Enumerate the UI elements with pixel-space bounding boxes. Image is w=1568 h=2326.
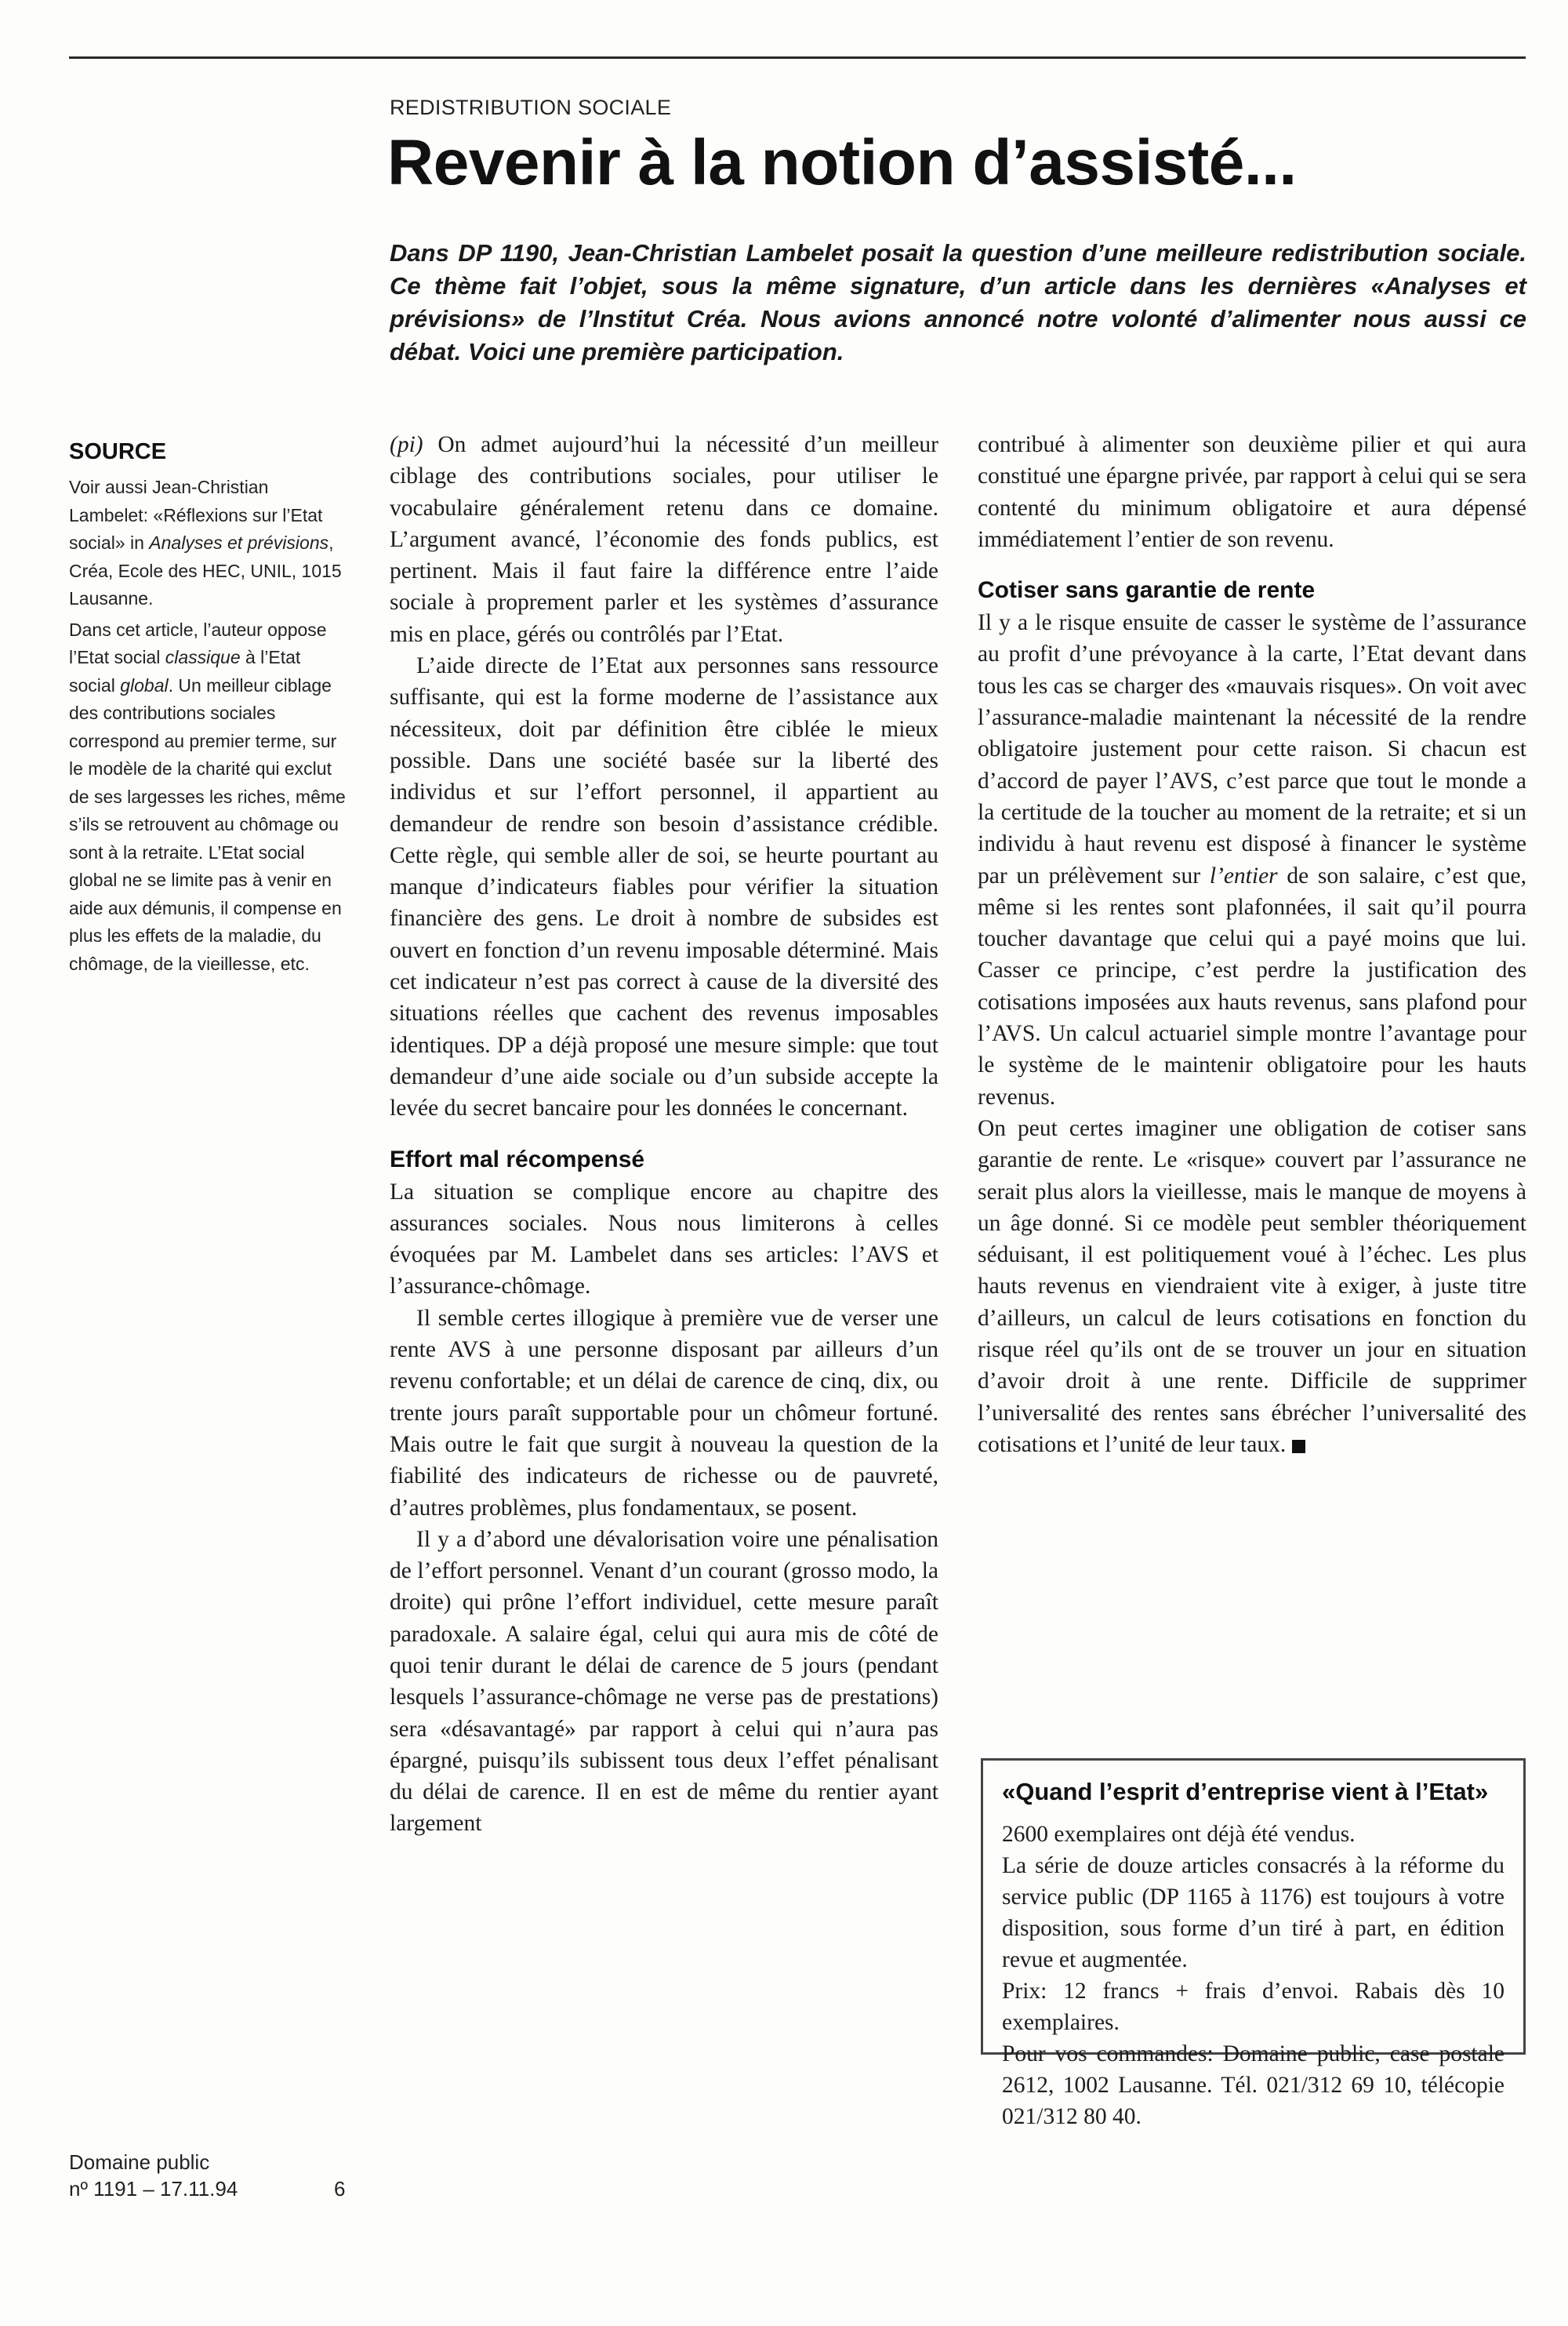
promo-line: Pour vos commandes: Domaine public, case postale 2612, 1002 Lausanne. Tél. 021/312 69 10, télécopie 021/312 80 40. [1002, 2041, 1504, 2129]
sidebar-paragraph: Voir aussi Jean-Christian Lambelet: «Réflexions sur l’Etat social» in Analyses et prévisions, Créa, Ecole des HEC, UNIL, 1015 Lausanne. [69, 477, 342, 609]
article-lede: Dans DP 1190, Jean-Christian Lambelet posait la question d’une meilleure redistribution sociale. Ce thème fait l’objet, sous la même signature, d’un article dans les dernières «Analyses et prévisions» de l’Institut Créa. Nous avions annoncé notre volonté d’alimenter nous aussi ce débat. Voici une première participation. [390, 239, 1526, 365]
sidebar-title: SOURCE [69, 439, 167, 464]
article-column-2 [978, 429, 1526, 1460]
publication-name: Domaine public [69, 2150, 210, 2174]
article-paragraph: (pi) On admet aujourd’hui la nécessité d’un meilleur ciblage des contributions sociales, pour utiliser le vocabulaire généralement retenu dans ce domaine. L’argument avancé, l’économie des fonds publics, est pertinent. Mais il faut faire la différence entre l’aide sociale à proprement parler et les systèmes d’assurance mis en place, gérés ou contrôlés par l’Etat. [390, 432, 938, 647]
article-paragraph: Il y a d’abord une dévalorisation voire une pénalisation de l’effort personnel. Venant d’un courant (grosso modo, la droite) qui prône l’effort individuel, cette mesure paraît paradoxale. A salaire égal, celui qui aura mis de côté de quoi tenir durant le délai de carence de 5 jours (pendant lesquels l’assurance-chômage ne verse pas de prestations) sera «désavantagé» par rapport à celui qui n’aura pas épargné, puisqu’ils subissent tous deux l’effet pénalisant du délai de carence. Il en est de même du rentier ayant largement [390, 1526, 938, 1837]
promo-box [981, 1758, 1526, 2129]
article-title: Revenir à la notion d’assisté... [387, 127, 1297, 198]
article-column-1 [390, 429, 938, 1840]
top-rule [69, 56, 1526, 59]
promo-title: «Quand l’esprit d’entreprise vient à l’Etat» [1002, 1778, 1489, 1805]
promo-line: 2600 exemplaires ont déjà été vendus. [1002, 1822, 1356, 1847]
article-paragraph: Il y a le risque ensuite de casser le système de l’assurance au profit d’une prévoyance à la carte, l’Etat devant dans tous les cas se charger des «mauvais risques». On voit avec l’assurance-maladie maintenant la nécessité de la rendre obligatoire justement pour cette raison. Si chacun est d’accord de payer l’AVS, c’est parce que tout le monde a la certitude de la toucher au moment de la retraite; et si un individu à haut revenu est disposé à financer le système par un prélèvement sur l’entier de son salaire, c’est que, même si les rentes sont plafonnées, il sait qu’il pourra toucher davantage que celui qui a payé moins que lui. Casser ce principe, c’est perdre la justification des cotisations imposées aux hauts revenus, sans plafond pour l’AVS. Un calcul actuariel simple montre l’avantage pour le système de le maintenir obligatoire pour les hauts revenus. [978, 610, 1526, 1110]
sidebar-paragraph: Dans cet article, l’auteur oppose l’Etat social classique à l’Etat social global. Un meilleur ciblage des contributions sociales correspond au premier terme, sur le modèle de la charité qui exclut de ses largesses les riches, même s’ils se retrouvent au chômage ou sont à la retraite. L’Etat social global ne se limite pas à venir en aide aux démunis, il compense en plus les effets de la maladie, du chômage, de la vieillesse, etc. [69, 619, 346, 974]
end-mark-icon [1292, 1440, 1305, 1453]
article-paragraph: Il semble certes illogique à première vue de verser une rente AVS à une personne disposant par ailleurs d’un revenu confortable; et un délai de carence de cinq, dix, ou trente jours paraît supportable pour un chômeur fortuné. Mais outre le fait que surgit à nouveau la question de la fiabilité des indicateurs de richesse ou de pauvreté, d’autres problèmes, plus fondamentaux, se posent. [390, 1305, 938, 1521]
section-kicker: REDISTRIBUTION SOCIALE [390, 96, 672, 119]
source-sidebar [69, 438, 347, 981]
article-paragraph: On peut certes imaginer une obligation de cotiser sans garantie de rente. Le «risque» couvert par l’assurance ne serait plus alors la vieillesse, mais le manque de moyens à un âge donné. Si ce modèle peut sembler théoriquement séduisant, il est politiquement voué à l’échec. Les plus hauts revenus en viendraient vite à exiger, à juste titre d’ailleurs, un calcul de leurs cotisations en fonction du risque réel qu’ils ont de se trouver un jour en situation d’avoir droit à une rente. Difficile de supprimer l’universalité des rentes sans ébrécher l’universalité des cotisations et l’unité de leur taux. [978, 1115, 1526, 1457]
byline: (pi) [390, 432, 423, 457]
subheading: Effort mal récompensé [390, 1146, 645, 1172]
promo-line: Prix: 12 francs + frais d’envoi. Rabais dès 10 exemplaires. [1002, 1979, 1504, 2035]
article-paragraph: La situation se complique encore au chapitre des assurances sociales. Nous nous limiterons à celles évoquées par M. Lambelet dans ses articles: l’AVS et l’assurance-chômage. [390, 1179, 938, 1299]
subheading: Cotiser sans garantie de rente [978, 577, 1316, 604]
article-paragraph: contribué à alimenter son deuxième pilier et qui aura constitué une épargne privée, par rapport à celui qui se sera contenté du minimum obligatoire et aura dépensé immédiatement l’entier de son revenu. [978, 432, 1526, 552]
page-footer [69, 2149, 238, 2202]
promo-line: La série de douze articles consacrés à la réforme du service public (DP 1165 à 1176) est toujours à votre disposition, sous forme d’un tiré à part, en édition revue et augmentée. [1002, 1853, 1504, 1972]
article-paragraph: L’aide directe de l’Etat aux personnes sans ressource suffisante, qui est la forme moderne de l’assistance aux nécessiteux, doit par définition être ciblée le mieux possible. Dans une société basée sur la liberté des individus et sur l’effort personnel, il appartient au demandeur de rendre son besoin d’assistance crédible. Cette règle, qui semble aller de soi, se heurte pourtant au manque d’indicateurs fiables pour vérifier la situation financière des gens. Le droit à nombre de subsides est ouvert en fonction d’un revenu imposable déterminé. Mais cet indicateur n’est pas correct à cause de la diversité des situations réelles que cachent des revenus imposables identiques. DP a déjà proposé une mesure simple: que tout demandeur d’une aide sociale ou d’un subside accepte la levée du secret bancaire pour les données le concernant. [390, 653, 938, 1121]
page-number: 6 [334, 2177, 346, 2201]
issue-info: nº 1191 – 17.11.94 [69, 2177, 238, 2201]
